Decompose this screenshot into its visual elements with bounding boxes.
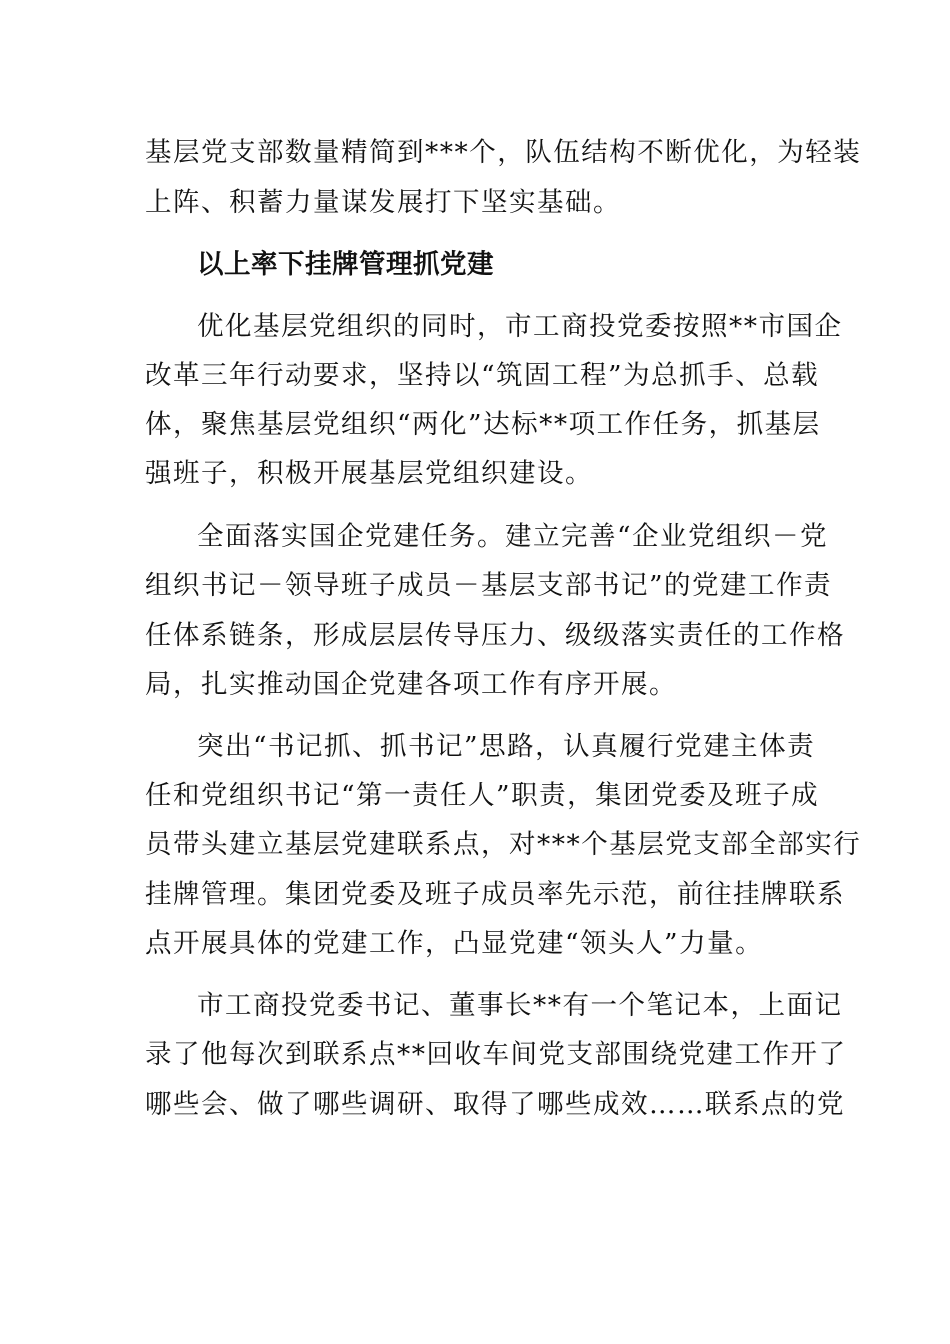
paragraph-line: 全面落实国企党建任务。建立完善“企业党组织－党 bbox=[197, 521, 829, 552]
paragraph-line: 市工商投党委书记、董事长**有一个笔记本，上面记 bbox=[197, 990, 843, 1021]
paragraph-line: 局，扎实推动国企党建各项工作有序开展。 bbox=[145, 669, 677, 700]
paragraph-line: 体，聚焦基层党组织“两化”达标**项工作任务，抓基层 bbox=[145, 409, 821, 440]
paragraph-line: 强班子，积极开展基层党组织建设。 bbox=[145, 458, 593, 489]
paragraph-line: 点开展具体的党建工作，凸显党建“领头人”力量。 bbox=[145, 928, 764, 959]
paragraph-line: 员带头建立基层党建联系点，对***个基层党支部全部实行 bbox=[145, 829, 862, 860]
paragraph-line: 改革三年行动要求，坚持以“筑固工程”为总抓手、总载 bbox=[145, 360, 820, 391]
paragraph-line: 任体系链条，形成层层传导压力、级级落实责任的工作格 bbox=[145, 620, 845, 651]
paragraph-line: 录了他每次到联系点**回收车间党支部围绕党建工作开了 bbox=[145, 1039, 847, 1070]
paragraph-line: 哪些会、做了哪些调研、取得了哪些成效……联系点的党 bbox=[145, 1089, 845, 1120]
section-heading: 以上率下挂牌管理抓党建 bbox=[197, 249, 494, 280]
paragraph-line: 任和党组织书记“第一责任人”职责，集团党委及班子成 bbox=[145, 780, 820, 811]
paragraph-line: 优化基层党组织的同时，市工商投党委按照**市国企 bbox=[197, 311, 843, 342]
paragraph-line: 挂牌管理。集团党委及班子成员率先示范，前往挂牌联系 bbox=[145, 879, 845, 910]
paragraph-line: 组织书记－领导班子成员－基层支部书记”的党建工作责 bbox=[145, 570, 833, 601]
paragraph-line: 上阵、积蓄力量谋发展打下坚实基础。 bbox=[145, 187, 621, 218]
paragraph-line: 突出“书记抓、抓书记”思路，认真履行党建主体责 bbox=[197, 731, 816, 762]
paragraph-line: 基层党支部数量精简到***个，队伍结构不断优化，为轻装 bbox=[145, 137, 862, 168]
